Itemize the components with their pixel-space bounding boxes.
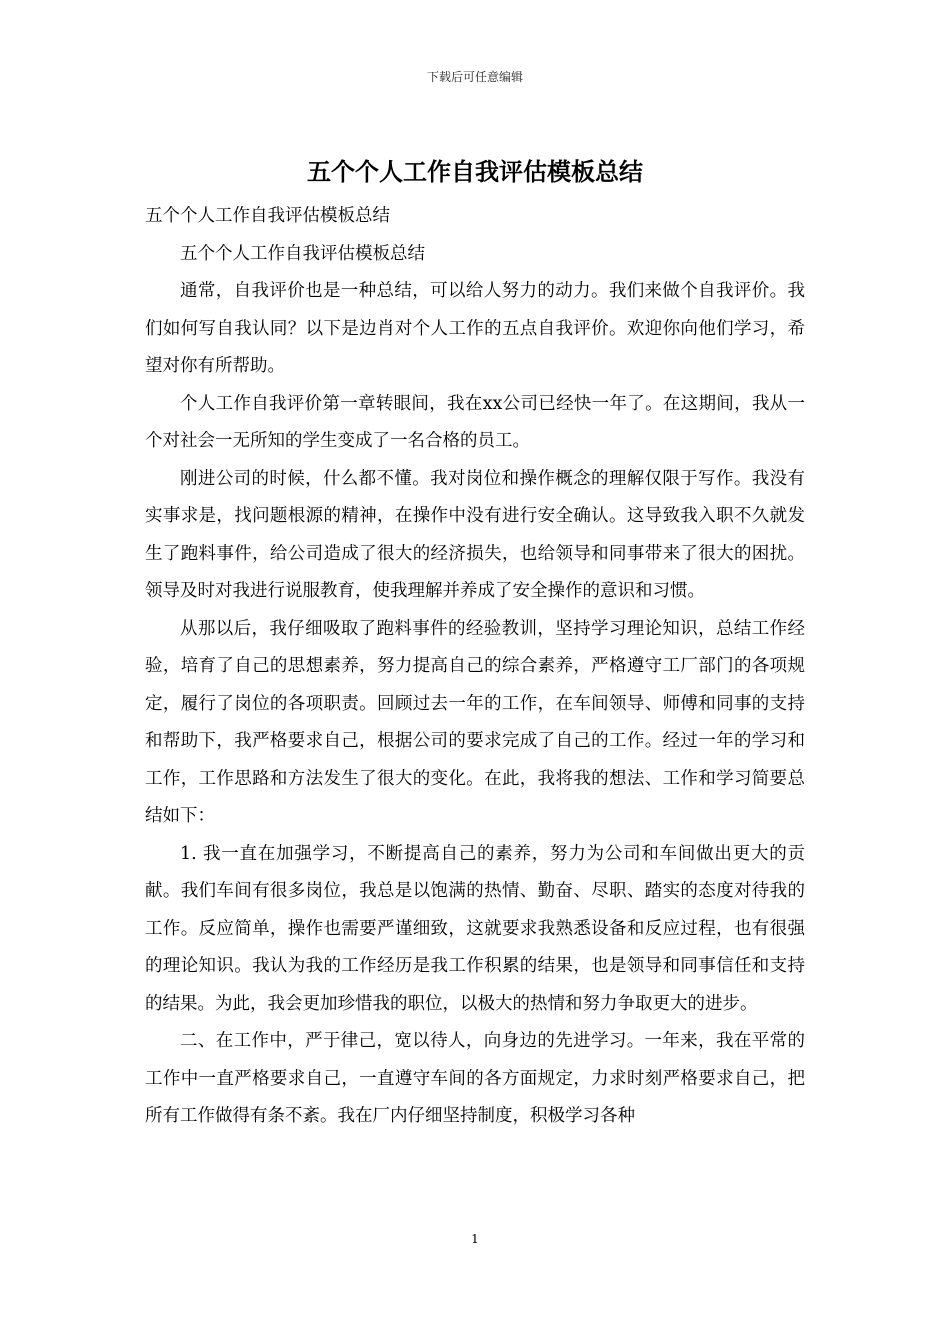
paragraph: 1. 我一直在加强学习，不断提高自己的素养，努力为公司和车间做出更大的贡献。我们车间有很多岗位，我总是以饱满的热情、勤奋、尽职、踏实的态度对待我的工作。反应简单，操作也需要严谨细致，这就要求我熟悉设备和反应过程，也有很强的理论知识。我认为我的工作经历是我工作积累的结果，也是领导和同事信任和支持的结果。为此，我会更加珍惜我的职位，以极大的热情和努力争取更大的进步。	[145, 843, 805, 1014]
download-note: 下载后可任意编辑	[426, 70, 523, 84]
document-body	[145, 198, 805, 1136]
paragraph: 通常，自我评价也是一种总结，可以给人努力的动力。我们来做个自我评价。我们如何写自我认同？以下是边肖对个人工作的五点自我评价。欢迎你向他们学习，希望对你有所帮助。	[145, 281, 805, 376]
paragraph: 刚进公司的时候，什么都不懂。我对岗位和操作概念的理解仅限于写作。我没有实事求是，找问题根源的精神，在操作中没有进行安全确认。这导致我入职不久就发生了跑料事件，给公司造成了很大的经济损失，也给领导和同事带来了很大的困扰。领导及时对我进行说服教育，使我理解并养成了安全操作的意识和习惯。	[145, 468, 805, 601]
paragraph: 从那以后，我仔细吸取了跑料事件的经验教训，坚持学习理论知识，总结工作经验，培育了自己的思想素养，努力提高自己的综合素养，严格遵守工厂部门的各项规定，履行了岗位的各项职责。回顾过去一年的工作，在车间领导、师傅和同事的支持和帮助下，我严格要求自己，根据公司的要求完成了自己的工作。经过一年的学习和工作，工作思路和方法发生了很大的变化。在此，我将我的想法、工作和学习简要总结如下：	[145, 618, 805, 826]
paragraph: 五个个人工作自我评估模板总结	[180, 243, 425, 264]
page-number: 1	[471, 1232, 479, 1246]
paragraph: 个人工作自我评价第一章转眼间，我在xx公司已经快一年了。在这期间，我从一个对社会一无所知的学生变成了一名合格的员工。	[145, 393, 805, 451]
paragraph: 二、在工作中，严于律己，宽以待人，向身边的先进学习。一年来，我在平常的工作中一直严格要求自己，一直遵守车间的各方面规定，力求时刻严格要求自己，把所有工作做得有条不紊。我在厂内仔细坚持制度，积极学习各种	[145, 1031, 805, 1126]
document-subtitle: 五个个人工作自我评估模板总结	[145, 206, 390, 226]
document-title: 五个个人工作自我评估模板总结	[307, 157, 643, 186]
